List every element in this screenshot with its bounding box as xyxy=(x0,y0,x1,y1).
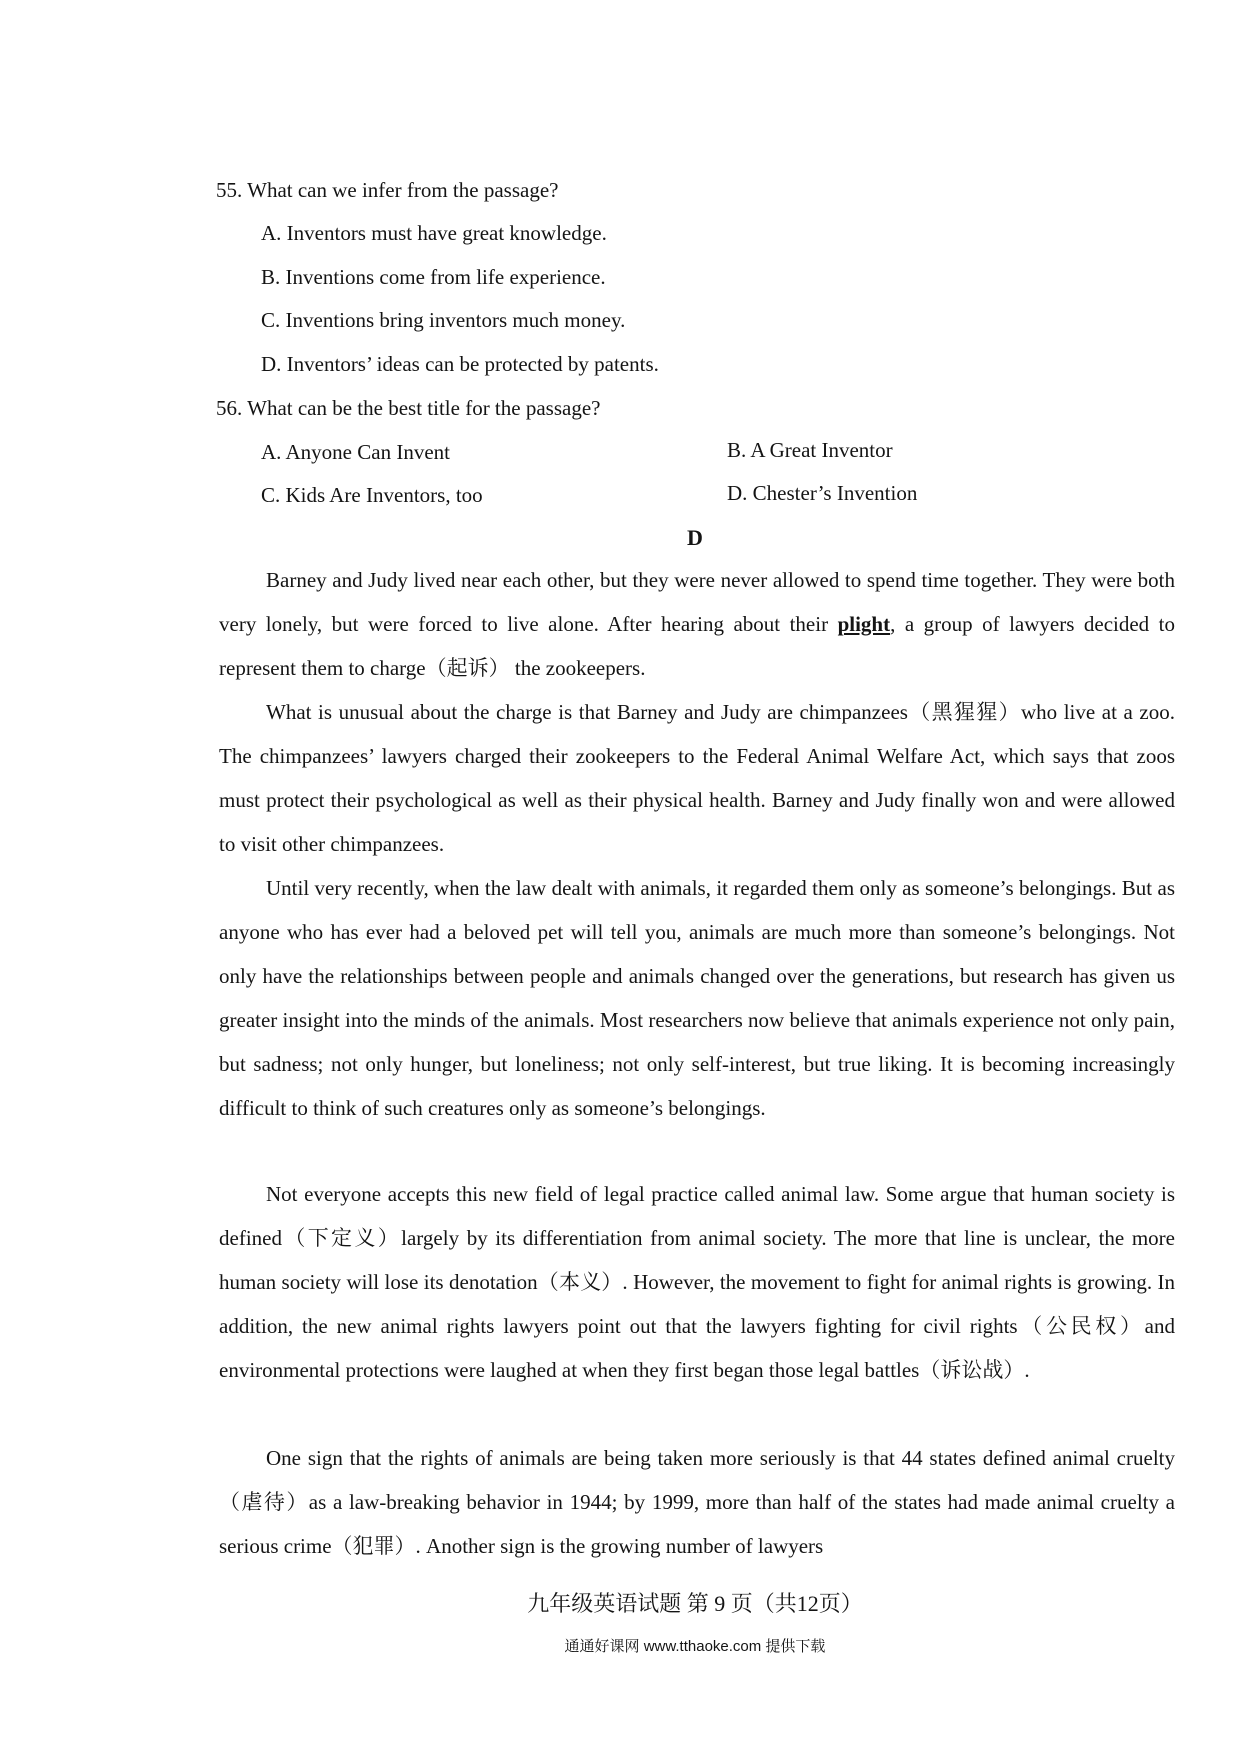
source-watermark: 通通好课网 www.tthaoke.com 提供下载 xyxy=(564,1638,826,1655)
passage-paragraph-5: One sign that the rights of animals are being taken more seriously is that 44 states defined animal cruelty（虐待）as a law-breaking behavior in 1944; by 1999, more than half of the states had made animal cruelty a serious crime（犯罪）. Another sign is the growing number of lawyers xyxy=(219,1446,1175,1558)
passage-paragraph-2: What is unusual about the charge is that Barney and Judy are chimpanzees（黑猩猩）who live at a zoo. The chimpanzees’ lawyers charged their zookeepers to the Federal Animal Welfare Act, which says that zoos must protect their psychological as well as their physical health. Barney and Judy finally won and were allowed to visit other chimpanzees. xyxy=(219,700,1175,856)
question-56-option-c: C. Kids Are Inventors, too xyxy=(261,483,483,507)
passage-paragraph-3: Until very recently, when the law dealt with animals, it regarded them only as someone’s belongings. But as anyone who has ever had a beloved pet will tell you, animals are much more than someone’s belongings. Not only have the relationships between people and animals changed over the generations, but research has given us greater insight into the minds of the animals. Most researchers now believe that animals experience not only pain, but sadness; not only hunger, but loneliness; not only self-interest, but true liking. It is becoming increasingly difficult to think of such creatures only as someone’s belongings. xyxy=(219,876,1175,1120)
question-55-option-a: A. Inventors must have great knowledge. xyxy=(261,221,607,245)
passage-paragraph-1-text-end: , a group of lawyers decided to represent them to charge（起诉） the zookeepers. xyxy=(219,612,1175,680)
page-footer: 九年级英语试题 第 9 页（共12页） xyxy=(527,1591,863,1616)
passage-paragraph-4: Not everyone accepts this new field of legal practice called animal law. Some argue that human society is defined（下定义）largely by its differentiation from animal society. The more that line is unclear, the more human society will lose its denotation（本义）. However, the movement to fight for animal rights is growing. In addition, the new animal rights lawyers point out that the lawyers fighting for civil rights（公民权）and environmental protections were laughed at when they first began those legal battles（诉讼战）. xyxy=(219,1182,1175,1382)
passage-keyword-plight: plight xyxy=(837,612,891,636)
passage-paragraph-1-text-start: Barney and Judy lived near each other, but they were never allowed to spend time together. They were both very lonely, but were forced to live alone. After hearing about their xyxy=(219,568,1175,636)
question-55-option-b: B. Inventions come from life experience. xyxy=(261,265,606,289)
question-56-option-a: A. Anyone Can Invent xyxy=(261,440,450,464)
question-55-stem: 55. What can we infer from the passage? xyxy=(216,178,559,202)
question-56-option-b: B. A Great Inventor xyxy=(727,438,893,462)
question-56-option-d: D. Chester’s Invention xyxy=(727,481,918,505)
section-label: D xyxy=(687,525,703,550)
passage-paragraph-1 xyxy=(219,558,1175,690)
question-56-stem: 56. What can be the best title for the passage? xyxy=(216,396,601,420)
question-55-option-d: D. Inventors’ ideas can be protected by patents. xyxy=(261,352,659,376)
question-55-option-c: C. Inventions bring inventors much money. xyxy=(261,308,626,332)
